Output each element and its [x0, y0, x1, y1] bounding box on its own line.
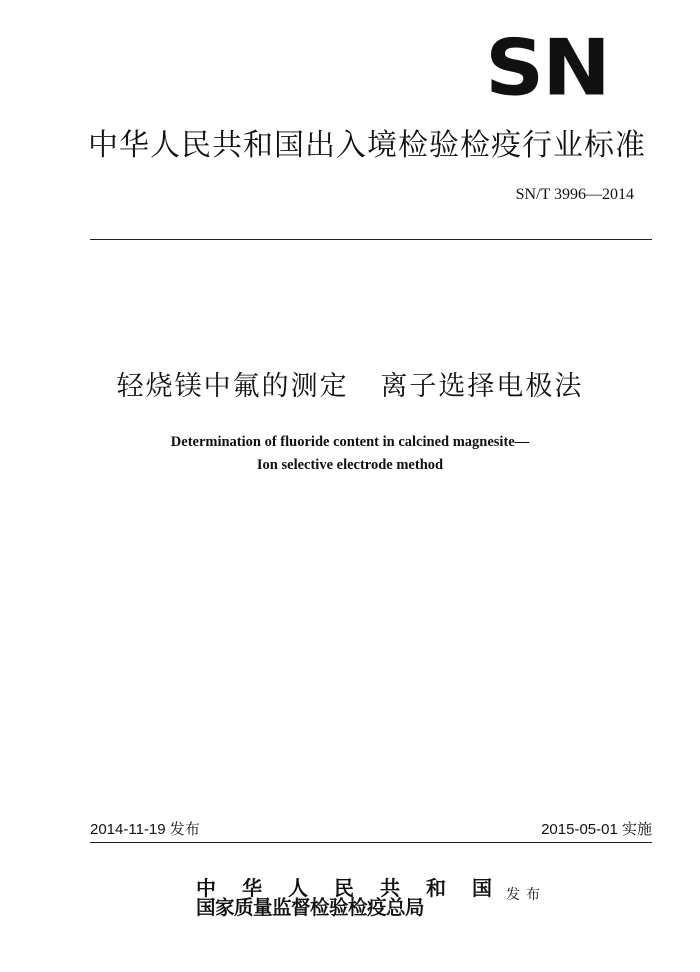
top-divider [90, 239, 652, 240]
publisher-agency: 国家质量监督检验检疫总局 [196, 896, 425, 919]
publisher-char: 共 [380, 876, 400, 900]
implementation-date: 2015-05-01 实施 [541, 821, 652, 838]
standard-category: 中华人民共和国出入境检验检疫行业标准 [88, 128, 646, 163]
publisher-char: 华 [242, 876, 262, 900]
publisher-char: 民 [334, 876, 354, 900]
sn-logo: SN [485, 23, 609, 114]
issue-date: 2014-11-19 发布 [90, 821, 200, 838]
publisher-char: 人 [288, 876, 308, 900]
publisher-char: 和 [426, 876, 446, 900]
standard-number: SN/T 3996—2014 [515, 186, 634, 203]
title-english-line2: Ion selective electrode method [256, 457, 444, 473]
title-chinese: 轻烧镁中氟的测定 离子选择电极法 [116, 371, 584, 402]
publisher-char: 国 [472, 876, 492, 900]
publish-label: 发布 [506, 887, 546, 903]
bottom-divider [90, 842, 652, 843]
publisher-char: 中 [196, 876, 216, 900]
title-english-line1: Determination of fluoride content in calcined magnesite— [170, 434, 530, 450]
